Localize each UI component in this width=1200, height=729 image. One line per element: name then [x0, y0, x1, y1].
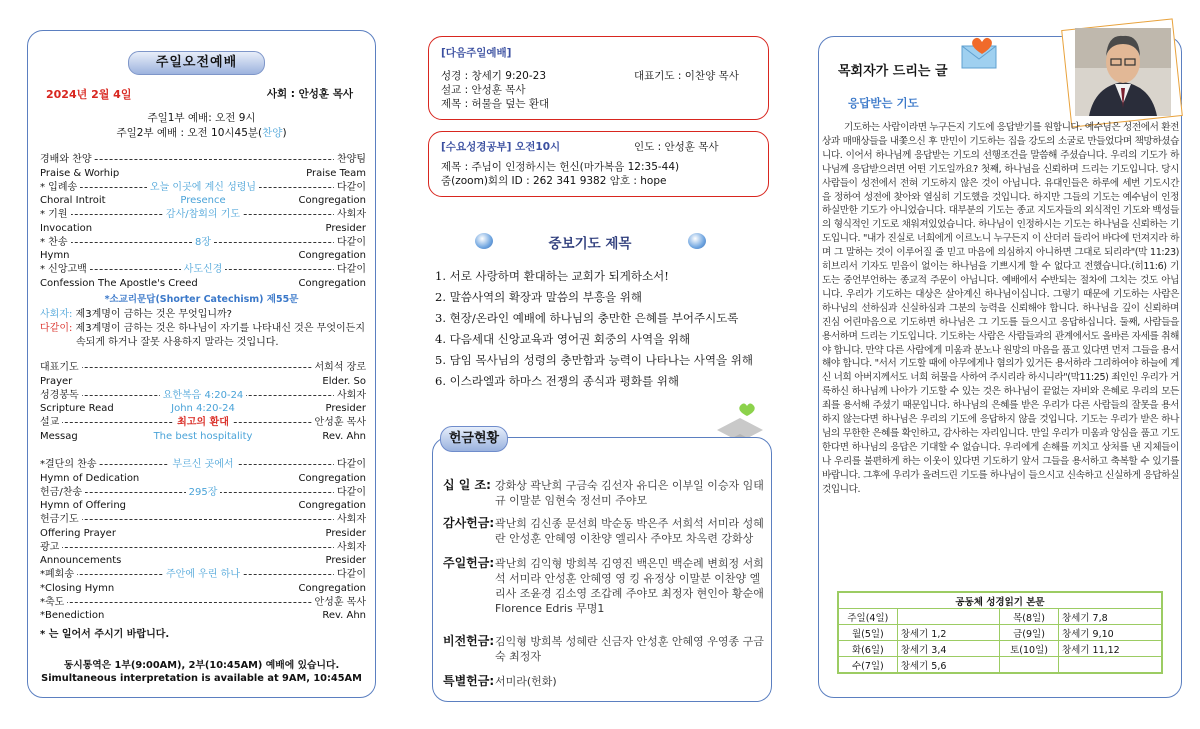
service-time-1: 주일1부 예배: 오전 9시 — [147, 112, 256, 124]
offering-category: 특별헌금: — [443, 674, 495, 688]
catechism-answer-cont: 속되게 하거나 잘못 사용하지 말라는 것입니다. — [76, 337, 279, 348]
bible-table-cell — [1000, 657, 1059, 674]
bible-table-row — [838, 641, 1162, 657]
order-item-detail: 8장 — [192, 237, 214, 248]
pastor-subtitle: 응답받는 기도 — [848, 96, 919, 110]
prayer-topics-title: 중보기도 제목 — [548, 236, 632, 252]
bible-table-cell: 금(9일) — [1000, 625, 1059, 641]
order-item-role: 안성훈 목사 — [312, 597, 366, 608]
wednesday-study-box — [428, 131, 769, 197]
order-item-role: Presider — [325, 527, 366, 539]
order-row — [40, 582, 366, 595]
service-time-2: 주일2부 예배 : 오전 10시45분(찬양) — [116, 127, 287, 139]
order-row — [40, 375, 366, 388]
order-item-label: Announcements — [40, 555, 122, 566]
order-item-role: 안성훈 목사 — [312, 417, 366, 428]
order-row — [40, 194, 366, 207]
order-row — [40, 499, 366, 512]
catechism-answer: 다같이: 제3계명이 금하는 것은 하나님이 자기를 나타내신 것은 무엇이든지 — [40, 323, 365, 334]
order-row — [40, 249, 366, 262]
order-row — [40, 181, 366, 194]
order-item-label: Praise & Worhip — [40, 167, 120, 179]
order-item-label: Choral Introit — [40, 195, 106, 206]
interpretation-english: Simultaneous interpretation is available at 9AM, 10:45AM — [41, 673, 362, 684]
order-row — [40, 609, 366, 622]
bible-table-cell: 수(7일) — [838, 657, 897, 674]
bible-table-cell: 창세기 5,6 — [897, 657, 999, 674]
offering-names: 강화상 곽난희 구금숙 김선자 유디은 이부일 이승자 임태규 이말분 임현숙 정선미 주야모 — [495, 479, 764, 507]
prayer-topic-item: 4. 다음세대 신앙교육과 영어권 회중의 사역을 위해 — [435, 332, 691, 346]
order-item-role: 다같이 — [334, 264, 366, 275]
order-item-label: 경배와 찬양 — [40, 154, 94, 165]
order-item-detail: John 4:20-24 — [171, 403, 235, 414]
bible-table-row — [838, 625, 1162, 641]
order-item-label: Hymn of Dedication — [40, 472, 140, 484]
order-item-role: Congregation — [298, 472, 366, 484]
bible-table-row — [838, 657, 1162, 674]
bible-table-cell: 화(6일) — [838, 641, 897, 657]
order-row — [40, 458, 366, 471]
order-row — [40, 361, 366, 374]
bible-table-cell: 주일(4일) — [838, 609, 897, 625]
prayer-topic-item: 2. 말씀사역의 확장과 말씀의 부흥을 위해 — [435, 290, 642, 304]
order-item-detail: 최고의 환대 — [174, 417, 232, 428]
offering-title: 헌금현황 — [440, 426, 508, 452]
next-week-title: [다음주일예배] — [441, 47, 512, 59]
order-item-role: Presider — [325, 555, 366, 566]
prayer-topic-item: 1. 서로 사랑하며 환대하는 교회가 되게하소서! — [435, 269, 669, 283]
order-item-label: 광고 — [40, 542, 62, 553]
order-item-label: *폐회송 — [40, 569, 77, 580]
order-item-label: Invocation — [40, 222, 93, 234]
order-row — [40, 472, 366, 485]
catechism-question: 사회자: 제3계명이 금하는 것은 무엇입니까? — [40, 309, 232, 320]
order-item-role: 사회자 — [334, 542, 366, 553]
order-item-role: 찬양팀 — [334, 154, 366, 165]
order-row — [40, 167, 366, 180]
order-item-label: Prayer — [40, 375, 73, 387]
order-row — [40, 277, 366, 290]
order-item-role: 다같이 — [334, 487, 366, 498]
order-row — [40, 554, 366, 567]
next-week-sermon: 제목 : 허물을 덮는 환대 — [441, 98, 550, 110]
bible-table-cell: 창세기 7,8 — [1058, 609, 1162, 625]
bible-table-cell: 창세기 9,10 — [1058, 625, 1162, 641]
order-row — [40, 527, 366, 540]
bible-table-cell: 월(5일) — [838, 625, 897, 641]
wednesday-title: [수요성경공부] 오전10시 — [441, 141, 561, 153]
order-item-label: *Benediction — [40, 610, 105, 621]
order-item-label: *결단의 찬송 — [40, 459, 99, 470]
order-row — [40, 541, 366, 554]
bible-reading-table — [837, 591, 1163, 674]
order-item-label: 헌금기도 — [40, 514, 82, 525]
order-item-role: 다같이 — [334, 182, 366, 193]
order-row — [40, 568, 366, 581]
prayer-topic-item: 6. 이스라엘과 하마스 전쟁의 종식과 평화를 위해 — [435, 374, 679, 388]
order-item-label: *축도 — [40, 597, 67, 608]
offering-category: 주일헌금: — [443, 556, 495, 570]
order-item-role: Congregation — [298, 582, 366, 594]
envelope-heart-icon — [958, 34, 1004, 70]
order-item-label: Confession The Apostle's Creed — [40, 277, 198, 289]
order-item-role: 다같이 — [334, 237, 366, 248]
order-item-role: Presider — [325, 403, 366, 414]
order-row — [40, 236, 366, 249]
order-item-role: 사회자 — [334, 514, 366, 525]
order-row — [40, 486, 366, 499]
stand-note: * 는 일어서 주시기 바랍니다. — [40, 629, 170, 640]
offering-category: 감사헌금: — [443, 516, 495, 530]
order-item-label: Offering Prayer — [40, 527, 116, 539]
order-row — [40, 430, 366, 443]
order-item-detail: 295장 — [186, 487, 221, 498]
pastor-letter-body: 기도하는 사람이라면 누구든지 기도에 응답받기를 원합니다. 예수님은 성전에서 환전상과 매매상들을 내쫓으신 후 만민이 기도하는 집을 강도의 소굴로 만들었다며 책망하셨습니다. 이어서 하나님께 응답받는 기도의 선행조건을 말씀해 주셨습니다. 우리의 기도가 하나님께 응답받으려면 어떤 기도일까요? 첫째, 하나님을 신뢰하며 드리는 기도입니다. 당시 사람들이 성전에서 전혀 기도하지 않은 것이 아닙니다. 유대인들은 하루에 세번 기도시간을 정하여 성전에 찾아와 열심히 기도했을 것입니다. 하지만 그들의 기도는 예수님이 인정하실만한 기도가 아니었습니다. 대부분의 기도는 종교 지도자들의 외식적인 기도와 백성들의 형식적인 기도로 채워져있었습니다. 하나님이 인정하시는 기도는 하나님을 신뢰하는 기도입니다. "내가 진실로 너희에게 이르노니 누구든지 이 산더러 들리어 바다에 던져지라 하며 그 말하는 것이 이루어질 줄 믿고 마음에 의심하지 아니하면 그대로 되리라"(막 11:23) 히브리서 기자도 믿음이 없이는 하나님을 기쁘시게 할 수 없다고 전했습니다.(히11:6) 기도는 중언부언하는 종교적 주문이 아닙니다. 예배에서 수반되는 절차에 그치는 것도 아닙니다. 우리가 기도하는 대상은 살아계신 하나님이십니다. 그렇기 때문에 기도하는 사람은 하나님의 선하심과 신실하심과 그분의 능력을 신뢰해야 합니다. 하나님을 깊이 신뢰하며 진심 어린마음으로 기도하면 하나님은 그 기도를 들으시고 응답하십니다. 둘째, 사람들을 용서하며 드리는 기도입니다. 기도하는 사람은 사람들과의 관계에서도 올바른 자세를 취해야 합니다. 만약 다른 사람에게 미움과 분노나 원망의 마음을 품고 있다면 먼저 그들을 용서해야 합니다. "서서 기도할 때에 아무에게나 혐의가 있거든 용서하라 그리하여야 하늘에 계신 너희 아버지께서도 너희 허물을 사하여 주시리라 하시니라"(막11:25) 죄인인 우리가 거룩하신 하나님께 나아가 기도할 수 있는 것은 하나님이 끝없는 자비와 은혜로 우리의 모든 죄를 용서해 주셨기 때문입니다. 하나님의 은혜를 받은 우리가 다른 사람들의 잘못을 용서하지 않는다면 하나님은 우리의 기도에 응답하지 않을 것입니다. 기도는 우리가 받은 하나님의 무한한 은혜를 확인하고, 감사하는 자리입니다. 만일 우리가 미움과 앙심을 품고 기도한다면 하나님의 응답은 기대할 수 없습니다. 우리에게 손해를 끼치고 상처를 낸 지체들이나 우리를 불편하게 하는 이웃이 있다면 기도하기 앞서 그들을 용서하고 축복할 수 있기를 바랍니다. 그후에 우리가 올려드린 기도를 하나님이 들으시고 신속하고 신실하게 응답하실 것입니다. — [822, 122, 1179, 495]
service-host: 사회 : 안성훈 목사 — [266, 88, 353, 100]
bible-table-cell: 창세기 3,4 — [897, 641, 999, 657]
catechism-title: *소교리문답(Shorter Catechism) 제55문 — [104, 294, 299, 305]
order-row — [40, 153, 366, 166]
offering-names: 서미라(헌화) — [495, 675, 557, 688]
next-week-prayer: 대표기도 : 이찬양 목사 — [634, 70, 739, 82]
order-item-label: 성경봉독 — [40, 390, 82, 401]
interpretation-korean: 동시통역은 1부(9:00AM), 2부(10:45AM) 예배에 있습니다. — [63, 660, 340, 671]
order-item-role: Congregation — [298, 500, 366, 511]
worship-order-panel — [27, 30, 376, 698]
wednesday-topic: 제목 : 주님이 인정하시는 헌신(마가복음 12:35-44) — [441, 161, 680, 173]
bible-table-cell: 토(10일) — [1000, 641, 1059, 657]
order-item-role: Congregation — [298, 277, 366, 289]
next-week-box — [428, 36, 769, 120]
order-item-label: 헌금/찬송 — [40, 487, 85, 498]
order-item-label: Scripture Read — [40, 403, 114, 414]
order-item-label: * 기원 — [40, 209, 71, 220]
offering-names: 김익형 방희복 성혜란 신금자 안성훈 안혜영 우영종 구금숙 최정자 — [495, 635, 764, 663]
next-week-preacher: 설교 : 안성훈 목사 — [441, 84, 526, 96]
wednesday-zoom: 줌(zoom)회의 ID : 262 341 9382 암호 : hope — [441, 175, 667, 187]
order-item-role: Elder. So — [322, 375, 366, 387]
order-item-label: *Closing Hymn — [40, 582, 115, 594]
bible-table-cell — [1058, 657, 1162, 674]
offering-panel — [432, 437, 772, 702]
order-item-detail: 사도신경 — [181, 264, 226, 275]
service-date: 2024년 2월 4일 — [46, 88, 132, 101]
order-item-role: 사회자 — [334, 390, 366, 401]
order-item-label: 대표기도 — [40, 362, 82, 373]
bible-table-cell: 목(8일) — [1000, 609, 1059, 625]
offering-category: 비전헌금: — [443, 634, 495, 648]
order-item-label: * 신앙고백 — [40, 264, 90, 275]
order-item-role: Rev. Ahn — [322, 610, 366, 621]
order-row — [40, 416, 366, 429]
order-item-detail: 오늘 이곳에 계신 성령님 — [147, 182, 259, 193]
order-item-role: 사회자 — [334, 209, 366, 220]
bible-table-cell: 창세기 1,2 — [897, 625, 999, 641]
bible-table-cell — [897, 609, 999, 625]
bubble-icon-right — [688, 233, 706, 249]
worship-title: 주일오전예배 — [128, 51, 265, 75]
prayer-topic-item: 5. 담임 목사님의 성령의 충만함과 능력이 나타나는 사역을 위해 — [435, 353, 753, 367]
order-row — [40, 208, 366, 221]
next-week-scripture: 성경 : 창세기 9:20-23 — [441, 70, 546, 82]
order-row — [40, 596, 366, 609]
order-item-role: Congregation — [298, 195, 366, 206]
bubble-icon-left — [475, 233, 493, 249]
order-item-role: 다같이 — [334, 569, 366, 580]
order-row — [40, 222, 366, 235]
order-item-label: Hymn of Offering — [40, 500, 127, 511]
order-item-label: * 입례송 — [40, 182, 80, 193]
bible-table-cell: 창세기 11,12 — [1058, 641, 1162, 657]
order-item-role: Presider — [325, 222, 366, 234]
order-item-role: Rev. Ahn — [322, 430, 366, 442]
order-row — [40, 389, 366, 402]
order-item-detail: The best hospitality — [153, 430, 253, 442]
offering-names: 곽난희 김신종 문선희 박순동 박은주 서희석 서미라 성혜란 안성훈 안혜영 이찬양 엘리사 주야모 차옥련 강화상 — [495, 517, 764, 545]
bible-table-title: 공동체 성경읽기 본문 — [838, 592, 1162, 609]
order-row — [40, 513, 366, 526]
offering-names: 곽난희 김익형 방희복 김영진 백은민 백순례 변희정 서희석 서미라 안성훈 안혜영 영 킹 유정상 이말분 이찬양 엘리사 조윤경 김소영 조갑례 주야모 최정자 현인아 황순애 Florence Edris 무명1 — [495, 557, 764, 615]
offering-category: 십 일 조: — [443, 478, 491, 492]
bible-table-row — [838, 609, 1162, 625]
order-item-role: Praise Team — [306, 167, 366, 179]
order-item-label: Hymn — [40, 250, 70, 261]
order-item-detail: 주안에 우린 하나 — [163, 569, 243, 580]
order-item-label: * 찬송 — [40, 237, 71, 248]
order-item-role: 다같이 — [334, 459, 366, 470]
order-item-role: 서희석 장로 — [312, 362, 366, 373]
order-item-detail: Presence — [180, 195, 226, 206]
pastor-header: 목회자가 드리는 글 — [838, 64, 948, 79]
order-item-role: Congregation — [298, 250, 366, 261]
order-item-label: 설교 — [40, 417, 62, 428]
order-item-detail: 부르신 곳에서 — [169, 459, 236, 470]
order-row — [40, 402, 366, 415]
wednesday-leader: 인도 : 안성훈 목사 — [634, 141, 719, 153]
order-item-detail: 요한복음 4:20-24 — [160, 390, 247, 401]
order-item-label: Messag — [40, 430, 78, 442]
prayer-topic-item: 3. 현장/온라인 예배에 하나님의 충만한 은혜를 부어주시도록 — [435, 311, 739, 325]
pastor-photo — [1075, 28, 1171, 116]
order-item-detail: 감사/참회의 기도 — [163, 209, 243, 220]
order-row — [40, 263, 366, 276]
